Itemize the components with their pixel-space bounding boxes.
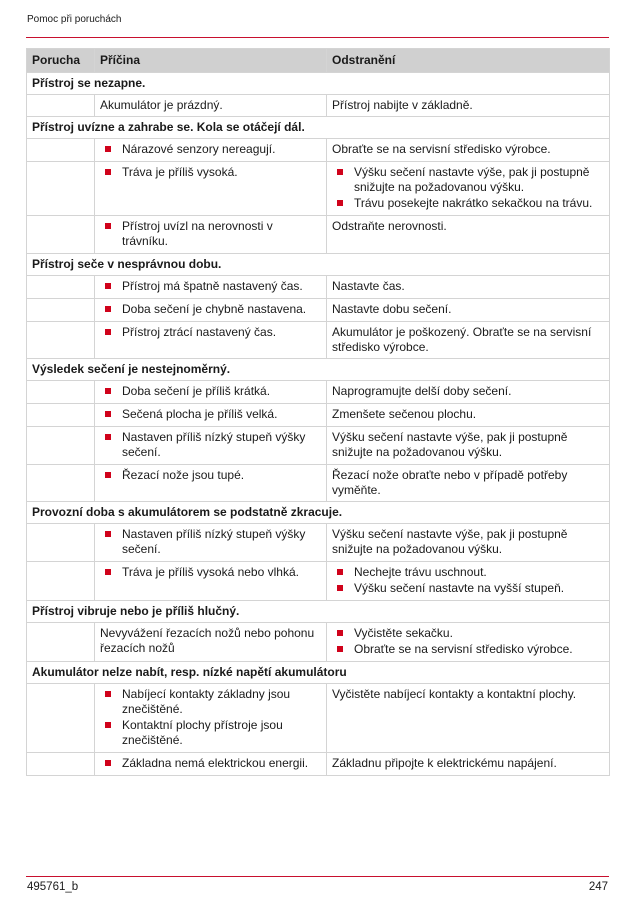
remedy-text: Nastavte dobu sečení. — [332, 302, 452, 316]
column-header-cause: Příčina — [95, 49, 327, 73]
list-item — [100, 565, 321, 580]
cause-list — [100, 468, 321, 483]
cause-text: Přístroj ztrácí nastavený čas. — [122, 325, 277, 339]
remedy-text: Akumulátor je poškozený. Obraťte se na servisní středisko výrobce. — [332, 325, 592, 354]
empty-fault-cell — [27, 299, 95, 322]
list-item — [100, 219, 321, 249]
empty-fault-cell — [27, 139, 95, 162]
list-item — [332, 626, 604, 641]
remedy-cell — [327, 162, 610, 216]
cause-list — [100, 687, 321, 748]
remedy-text: Obraťte se na servisní středisko výrobce. — [332, 142, 551, 156]
list-item — [100, 468, 321, 483]
section-row — [27, 254, 610, 276]
fault-title: Výsledek sečení je nestejnoměrný. — [27, 359, 610, 381]
cause-list — [100, 142, 321, 157]
remedy-text: Nastavte čas. — [332, 279, 405, 293]
document-number: 495761_b — [27, 881, 79, 893]
table-row — [27, 404, 610, 427]
list-item — [100, 756, 321, 771]
bullet-square-icon — [337, 646, 343, 652]
bullet-square-icon — [105, 223, 111, 229]
list-item — [332, 581, 604, 596]
bullet-square-icon — [337, 200, 343, 206]
page-header: Pomoc při poruchách — [27, 14, 122, 25]
cause-text: Doba sečení je chybně nastavena. — [122, 302, 307, 316]
remedy-cell — [327, 276, 610, 299]
fault-title: Přístroj seče v nesprávnou dobu. — [27, 254, 610, 276]
table-row — [27, 322, 610, 359]
list-item — [332, 565, 604, 580]
cause-list — [100, 527, 321, 557]
cause-cell — [95, 623, 327, 662]
remedy-text: Vyčistěte sekačku. — [354, 626, 453, 640]
cause-text: Kontaktní plochy přístroje jsou znečištěné. — [122, 718, 283, 747]
cause-cell — [95, 216, 327, 254]
table-row — [27, 684, 610, 753]
cause-list — [100, 279, 321, 294]
cause-text: Nabíjecí kontakty základny jsou znečištěné. — [122, 687, 291, 716]
cause-list — [100, 430, 321, 460]
cause-list — [100, 407, 321, 422]
list-item — [100, 325, 321, 340]
remedy-text: Řezací nože obraťte nebo v případě potřeby vyměňte. — [332, 468, 568, 497]
bullet-square-icon — [105, 388, 111, 394]
list-item — [332, 196, 604, 211]
remedy-cell — [327, 139, 610, 162]
cause-cell — [95, 562, 327, 601]
remedy-text: Naprogramujte delší doby sečení. — [332, 384, 512, 398]
list-item — [100, 718, 321, 748]
remedy-cell — [327, 216, 610, 254]
cause-cell — [95, 95, 327, 117]
remedy-text: Základnu připojte k elektrickému napájení. — [332, 756, 557, 770]
cause-list — [100, 565, 321, 580]
cause-cell — [95, 299, 327, 322]
empty-fault-cell — [27, 162, 95, 216]
cause-list — [100, 384, 321, 399]
empty-fault-cell — [27, 95, 95, 117]
remedy-cell — [327, 524, 610, 562]
list-item — [100, 687, 321, 717]
cause-cell — [95, 465, 327, 502]
fault-title: Provozní doba s akumulátorem se podstatně zkracuje. — [27, 502, 610, 524]
table-row — [27, 139, 610, 162]
bullet-square-icon — [337, 569, 343, 575]
cause-text: Základna nemá elektrickou energii. — [122, 756, 309, 770]
remedy-cell — [327, 299, 610, 322]
empty-fault-cell — [27, 623, 95, 662]
bullet-square-icon — [337, 585, 343, 591]
bullet-square-icon — [105, 411, 111, 417]
remedy-text: Přístroj nabijte v základně. — [332, 98, 473, 112]
cause-cell — [95, 162, 327, 216]
remedy-text: Výšku sečení nastavte výše, pak ji postupně snižujte na požadovanou výšku. — [332, 430, 568, 459]
bullet-square-icon — [105, 283, 111, 289]
cause-text: Sečená plocha je příliš velká. — [122, 407, 278, 421]
empty-fault-cell — [27, 322, 95, 359]
table-row — [27, 216, 610, 254]
table-row — [27, 562, 610, 601]
remedy-text: Výšku sečení nastavte na vyšší stupeň. — [354, 581, 565, 595]
remedy-cell — [327, 684, 610, 753]
bullet-square-icon — [105, 691, 111, 697]
cause-cell — [95, 322, 327, 359]
troubleshooting-table — [26, 48, 610, 776]
bullet-square-icon — [105, 169, 111, 175]
cause-cell — [95, 524, 327, 562]
remedy-list — [332, 626, 604, 657]
list-item — [100, 279, 321, 294]
bullet-square-icon — [105, 434, 111, 440]
section-row — [27, 662, 610, 684]
empty-fault-cell — [27, 524, 95, 562]
table-row — [27, 276, 610, 299]
table-row — [27, 524, 610, 562]
cause-list — [100, 165, 321, 180]
remedy-text: Zmenšete sečenou plochu. — [332, 407, 477, 421]
table-header-row — [27, 49, 610, 73]
list-item — [332, 165, 604, 195]
empty-fault-cell — [27, 465, 95, 502]
fault-title: Přístroj uvízne a zahrabe se. Kola se otáčejí dál. — [27, 117, 610, 139]
remedy-cell — [327, 562, 610, 601]
empty-fault-cell — [27, 404, 95, 427]
list-item — [100, 302, 321, 317]
remedy-text: Výšku sečení nastavte výše, pak ji postupně snižujte na požadovanou výšku. — [354, 165, 590, 194]
empty-fault-cell — [27, 753, 95, 776]
bullet-square-icon — [105, 569, 111, 575]
page-number: 247 — [588, 881, 608, 893]
list-item — [100, 430, 321, 460]
list-item — [100, 527, 321, 557]
header-rule — [26, 37, 609, 38]
list-item — [332, 642, 604, 657]
section-row — [27, 73, 610, 95]
cause-text: Přístroj má špatně nastavený čas. — [122, 279, 303, 293]
remedy-text: Vyčistěte nabíjecí kontakty a kontaktní plochy. — [332, 687, 577, 701]
cause-text: Řezací nože jsou tupé. — [122, 468, 245, 482]
cause-cell — [95, 139, 327, 162]
bullet-square-icon — [105, 760, 111, 766]
table-row — [27, 623, 610, 662]
cause-cell — [95, 404, 327, 427]
table-row — [27, 381, 610, 404]
empty-fault-cell — [27, 381, 95, 404]
remedy-list — [332, 565, 604, 596]
cause-cell — [95, 381, 327, 404]
section-row — [27, 502, 610, 524]
fault-title: Přístroj se nezapne. — [27, 73, 610, 95]
cause-text: Nastaven příliš nízký stupeň výšky sečení. — [122, 527, 306, 556]
table-row — [27, 299, 610, 322]
bullet-square-icon — [105, 146, 111, 152]
cause-text: Tráva je příliš vysoká. — [122, 165, 238, 179]
bullet-square-icon — [337, 630, 343, 636]
cause-text: Nastaven příliš nízký stupeň výšky sečení. — [122, 430, 306, 459]
cause-list — [100, 302, 321, 317]
bullet-square-icon — [105, 531, 111, 537]
bullet-square-icon — [105, 472, 111, 478]
footer-rule — [26, 876, 609, 877]
cause-list — [100, 325, 321, 340]
cause-cell — [95, 753, 327, 776]
remedy-cell — [327, 95, 610, 117]
remedy-list — [332, 165, 604, 211]
table-row — [27, 95, 610, 117]
remedy-cell — [327, 753, 610, 776]
empty-fault-cell — [27, 562, 95, 601]
empty-fault-cell — [27, 684, 95, 753]
table-row — [27, 427, 610, 465]
cause-text: Tráva je příliš vysoká nebo vlhká. — [122, 565, 299, 579]
column-header-fault: Porucha — [27, 49, 95, 73]
cause-list — [100, 756, 321, 771]
list-item — [100, 407, 321, 422]
fault-title: Akumulátor nelze nabít, resp. nízké napětí akumulátoru — [27, 662, 610, 684]
cause-cell — [95, 276, 327, 299]
remedy-text: Odstraňte nerovnosti. — [332, 219, 447, 233]
cause-text: Nárazové senzory nereagují. — [122, 142, 276, 156]
section-row — [27, 359, 610, 381]
cause-text: Akumulátor je prázdný. — [100, 98, 223, 112]
section-row — [27, 601, 610, 623]
list-item — [100, 142, 321, 157]
remedy-cell — [327, 623, 610, 662]
bullet-square-icon — [337, 169, 343, 175]
remedy-cell — [327, 427, 610, 465]
remedy-text: Trávu posekejte nakrátko sekačkou na trávu. — [354, 196, 593, 210]
empty-fault-cell — [27, 427, 95, 465]
cause-text: Přístroj uvízl na nerovnosti v trávníku. — [122, 219, 273, 248]
remedy-text: Výšku sečení nastavte výše, pak ji postupně snižujte na požadovanou výšku. — [332, 527, 568, 556]
remedy-cell — [327, 465, 610, 502]
section-row — [27, 117, 610, 139]
column-header-remedy: Odstranění — [327, 49, 610, 73]
empty-fault-cell — [27, 276, 95, 299]
table-row — [27, 465, 610, 502]
fault-title: Přístroj vibruje nebo je příliš hlučný. — [27, 601, 610, 623]
cause-cell — [95, 427, 327, 465]
table-row — [27, 753, 610, 776]
bullet-square-icon — [105, 722, 111, 728]
cause-text: Doba sečení je příliš krátká. — [122, 384, 271, 398]
remedy-cell — [327, 322, 610, 359]
list-item — [100, 384, 321, 399]
empty-fault-cell — [27, 216, 95, 254]
cause-text: Nevyvážení řezacích nožů nebo pohonu řezacích nožů — [100, 626, 315, 655]
remedy-text: Obraťte se na servisní středisko výrobce. — [354, 642, 573, 656]
bullet-square-icon — [105, 306, 111, 312]
remedy-text: Nechejte trávu uschnout. — [354, 565, 487, 579]
list-item — [100, 165, 321, 180]
bullet-square-icon — [105, 329, 111, 335]
cause-cell — [95, 684, 327, 753]
cause-list — [100, 219, 321, 249]
table-row — [27, 162, 610, 216]
remedy-cell — [327, 381, 610, 404]
remedy-cell — [327, 404, 610, 427]
